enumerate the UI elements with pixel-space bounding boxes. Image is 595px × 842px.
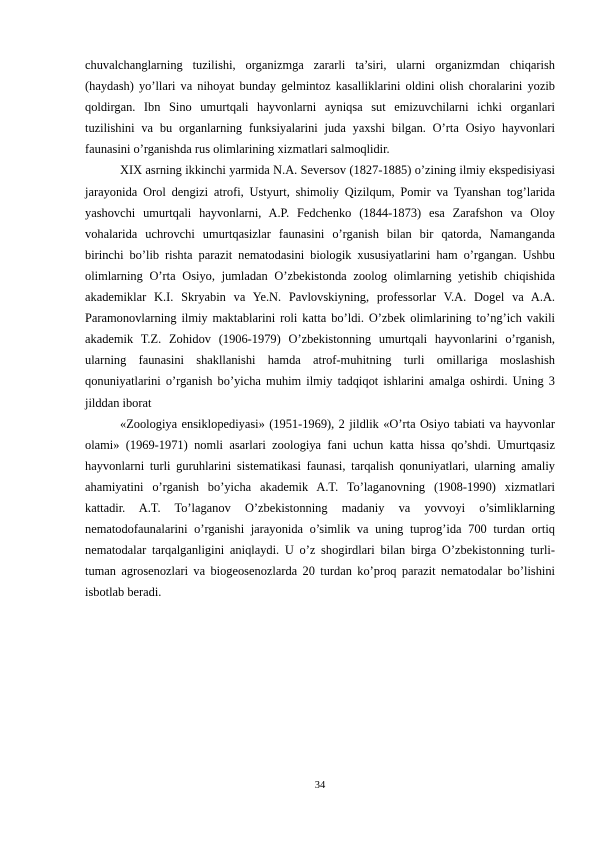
document-body (85, 55, 555, 603)
page-number: 34 (314, 780, 326, 791)
paragraph-3: «Zoologiya ensiklopediyasi» (1951-1969), 2 jildlik «O’rta Osiyo tabiati va hayvonlar olami» (1969-1971) nomli asarlari zoologiya fani uchun katta hissa qo’shdi. Umurtqasiz hayvonlarni turli guruhlarini sistematikasi faunasi, tarqalish qonuniyatlari, ularning amaliy ahamiyatini o’rganish bo’yicha akademik A.T. To’laganovning (1908-1990) xizmatlari kattadir. A.T. To’laganov O’zbekistonning madaniy va yovvoyi o’simliklarning nematodofaunalarini o’rganishi jarayonida o’simlik va uning tuprog’ida 700 turdan ortiq nematodalar tarqalganligini aniqlaydi. U o’z shogirdlari bilan birga O’zbekistonning turli-tuman agrosenozlari va biogeosenozlarda 20 turdan ko’proq parazit nematodalar bo’lishini isbotlab beradi. (85, 416, 555, 600)
paragraph-1: chuvalchanglarning tuzilishi, organizmga zararli ta’siri, ularni organizmdan chiqarish (haydash) yo’llari va nihoyat bunday gelmintoz kasalliklarini oldini olish choralarini yozib qoldirgan. Ibn Sino umurtqali hayvonlarni ayniqsa sut emizuvchilarni ichki organlari tuzilishini va bu organlarning funksiyalarini juda yaxshi bilgan. O’rta Osiyo hayvonlari faunasini o’rganishda rus olimlarining xizmatlari salmoqlidir. (85, 58, 555, 157)
paragraph-2: XIX asrning ikkinchi yarmida N.A. Seversov (1827-1885) o’zining ilmiy ekspedisiyasi jarayonida Orol dengizi atrofi, Ustyurt, shimoliy Qizilqum, Pomir va Tyanshan tog’larida yashovchi umurtqali hayvonlarni, A.P. Fedchenko (1844-1873) esa Zarafshon va Oloy vohalarida uchrovchi umurtqasizlar faunasini o’rganish bilan bir qatorda, Namanganda birinchi bo’lib rishta parazit nematodasini biologik xususiyatlarini ham o’rgangan. Ushbu olimlarning O’rta Osiyo, jumladan O’zbekistonda zoolog olimlarning yetishib chiqishida akademiklar K.I. Skryabin va Ye.N. Pavlovskiyning, professorlar V.A. Dogel va A.A. Paramonovlarning ilmiy maktablarini roli katta bo’ldi. O’zbek olimlarining to’ng’ich vakili akademik T.Z. Zohidov (1906-1979) O’zbekistonning umurtqali hayvonlarini o’rganish, ularning faunasini shakllanishi hamda atrof-muhitning turli omillariga moslashish qonuniyatlarini o’rganish bo’yicha muhim ilmiy tadqiqot ishlarini amalga oshirdi. Uning 3 jilddan iborat (85, 163, 555, 410)
